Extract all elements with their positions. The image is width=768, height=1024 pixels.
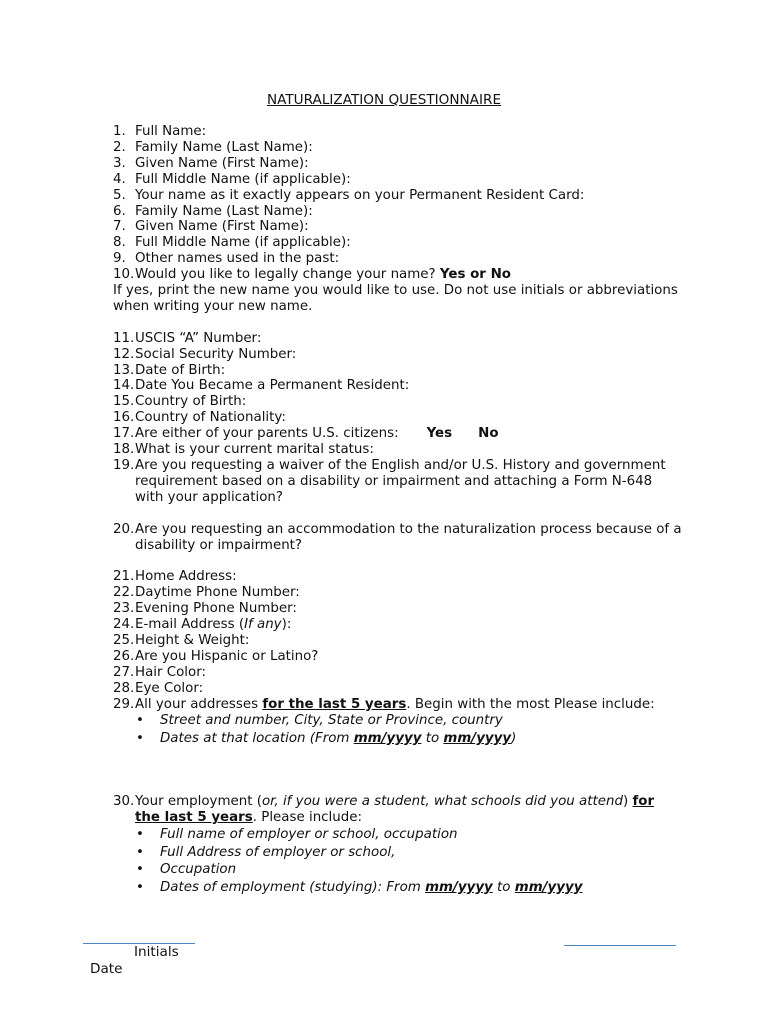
question-6: 6. Family Name (Last Name):	[113, 203, 313, 219]
question-9: 9. Other names used in the past:	[113, 251, 340, 267]
question-26: 26. Are you Hispanic or Latino?	[113, 648, 319, 664]
question-24: 24. E-mail Address (If any):	[113, 617, 292, 633]
list-item: • Street and number, City, State or Province, country	[136, 713, 503, 729]
list-item: • Full Address of employer or school,	[136, 844, 396, 860]
question-16: 16. Country of Nationality:	[113, 410, 286, 426]
bullet-icon: •	[136, 879, 144, 895]
question-5: 5. Your name as it exactly appears on your Permanent Resident Card:	[113, 187, 585, 203]
list-item: • Dates of employment (studying): From mm/yyyy to mm/yyyy	[136, 879, 583, 895]
bullet-icon: •	[136, 713, 144, 729]
question-20: 20. Are you requesting an accommodation to the naturalization process because of a disability or impairment?	[113, 521, 682, 553]
question-19: 19. Are you requesting a waiver of the English and/or U.S. History and government requirement based on a disability or impairment and attaching a Form N-648 with your application?	[113, 458, 666, 505]
bullet-icon: •	[136, 844, 144, 860]
question-22: 22. Daytime Phone Number:	[113, 585, 300, 601]
name-change-note: If yes, print the new name you would like to use. Do not use initials or abbreviations when writing your new name.	[113, 283, 678, 314]
question-30: 30. Your employment (or, if you were a student, what schools did you attend) for the last 5 years. Please include:	[113, 794, 655, 826]
list-item: • Occupation	[136, 862, 237, 878]
date-signature-line	[564, 945, 676, 946]
question-15: 15. Country of Birth:	[113, 394, 247, 410]
initials-label: Initials	[134, 944, 179, 960]
question-10: 10. Would you like to legally change your name? Yes or No	[113, 267, 511, 283]
question-1: 1. Full Name:	[113, 124, 207, 139]
question-4: 4. Full Middle Name (if applicable):	[113, 171, 351, 187]
list-item: • Dates at that location (From mm/yyyy to mm/yyyy)	[136, 730, 517, 746]
question-29: 29. All your addresses for the last 5 years. Begin with the most Please include:	[113, 696, 655, 712]
date-label: Date	[90, 961, 123, 977]
question-8: 8. Full Middle Name (if applicable):	[113, 235, 351, 251]
question-28: 28. Eye Color:	[113, 680, 204, 696]
question-list	[113, 124, 683, 896]
page-title: NATURALIZATION QUESTIONNAIRE	[266, 92, 502, 108]
question-2: 2. Family Name (Last Name):	[113, 139, 313, 155]
question-25: 25. Height & Weight:	[113, 632, 250, 648]
yes-option: Yes	[426, 426, 453, 442]
question-12: 12. Social Security Number:	[113, 346, 297, 362]
question-14: 14. Date You Became a Permanent Resident:	[113, 378, 410, 394]
question-18: 18. What is your current marital status:	[113, 442, 374, 458]
bullet-icon: •	[136, 827, 144, 843]
question-3: 3. Given Name (First Name):	[113, 155, 309, 171]
question-17: 17. Are either of your parents U.S. citizens: Yes No	[113, 426, 499, 442]
bullet-icon: •	[136, 730, 144, 746]
question-13: 13. Date of Birth:	[113, 362, 226, 378]
yes-or-no-label: Yes or No	[439, 267, 511, 283]
question-27: 27. Hair Color:	[113, 664, 206, 680]
question-23: 23. Evening Phone Number:	[113, 601, 297, 617]
question-11: 11. USCIS “A” Number:	[113, 330, 262, 346]
question-21: 21. Home Address:	[113, 569, 237, 585]
bullet-icon: •	[136, 862, 144, 878]
no-option: No	[478, 426, 499, 442]
list-item: • Full name of employer or school, occupation	[136, 827, 458, 843]
question-7: 7. Given Name (First Name):	[113, 219, 309, 235]
